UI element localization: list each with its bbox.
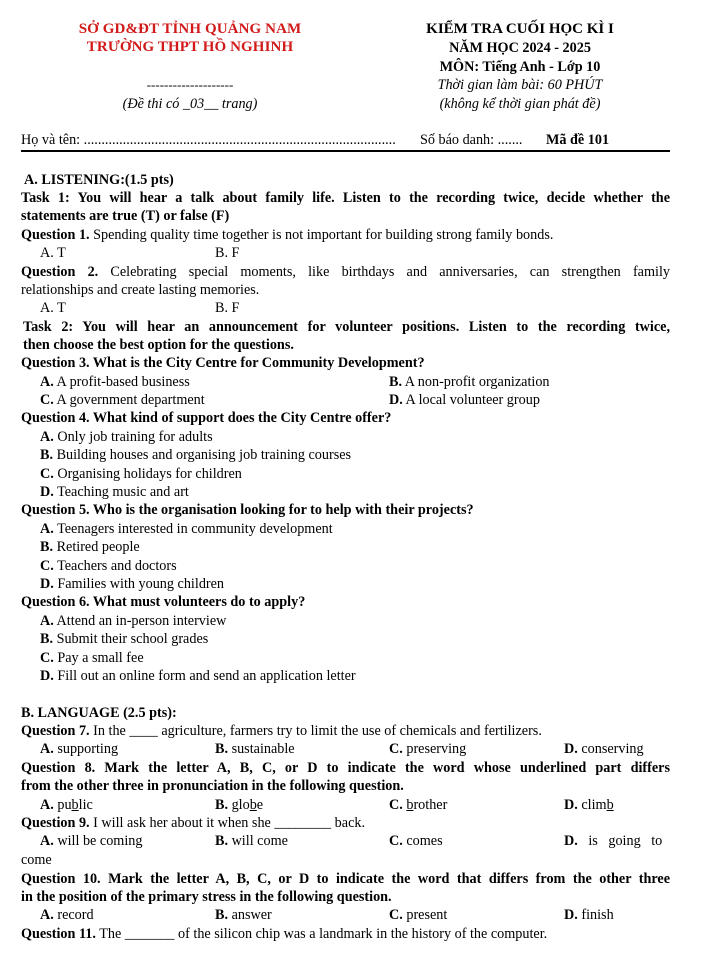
question-4-option-b[interactable] bbox=[40, 446, 351, 465]
question-7-option-a[interactable] bbox=[40, 740, 118, 759]
school-name: TRƯỜNG THPT HỒ NGHINH bbox=[86, 39, 294, 55]
question-3-option-b[interactable] bbox=[389, 373, 550, 392]
option-letter: C. bbox=[40, 466, 54, 482]
option-text-pre: clim bbox=[577, 797, 607, 813]
question-5-option-a[interactable] bbox=[40, 520, 333, 539]
option-letter: B. bbox=[389, 374, 403, 390]
option-text: Attend an in-person interview bbox=[53, 613, 227, 629]
student-name-field[interactable]: Họ và tên: ........................................................................................ bbox=[21, 132, 396, 148]
question-5: Question 5. Who is the organisation looking for to help with their projects? bbox=[21, 502, 474, 518]
time-allowed: Thời gian làm bài: 60 PHÚT bbox=[437, 77, 603, 93]
page-count-note bbox=[40, 95, 340, 114]
question-10-option-d[interactable] bbox=[564, 906, 614, 925]
question-9-option-a[interactable] bbox=[40, 832, 142, 851]
option-text-post: e bbox=[256, 797, 264, 813]
option-text: present bbox=[402, 907, 448, 923]
option-letter: B. bbox=[215, 797, 229, 813]
question-10-line2: in the position of the primary stress in the following question. bbox=[21, 889, 392, 905]
question-5-option-c[interactable] bbox=[40, 557, 177, 576]
question-1-label: Question 1. bbox=[21, 227, 90, 243]
question-7-label: Question 7. bbox=[21, 723, 90, 739]
task1-instruction-line1: Task 1: You will hear a talk about family life. Listen to the recording twice, decide whether the bbox=[21, 190, 670, 206]
option-text: Fill out an online form and send an application letter bbox=[53, 668, 356, 684]
question-11-pre: The bbox=[95, 926, 125, 942]
question-5-option-d[interactable] bbox=[40, 575, 224, 594]
option-text: Only job training for adults bbox=[53, 429, 213, 445]
language-heading: B. LANGUAGE (2.5 pts): bbox=[21, 705, 177, 721]
question-6: Question 6. What must volunteers do to apply? bbox=[21, 594, 306, 610]
question-8-line2: from the other three in pronunciation in the following question. bbox=[21, 778, 404, 794]
option-text: Building houses and organising job training courses bbox=[53, 447, 352, 463]
option-letter: B. bbox=[215, 741, 229, 757]
question-6-option-d[interactable] bbox=[40, 667, 356, 686]
option-letter: A. bbox=[40, 429, 54, 445]
question-4: Question 4. What kind of support does the City Centre offer? bbox=[21, 410, 392, 426]
question-7-option-c[interactable] bbox=[389, 740, 466, 759]
option-letter: A. bbox=[40, 907, 54, 923]
school-year: NĂM HỌC 2024 - 2025 bbox=[449, 40, 591, 56]
option-letter: D. bbox=[40, 576, 54, 592]
option-letter: B. bbox=[40, 447, 54, 463]
option-text: answer bbox=[228, 907, 272, 923]
question-4-option-d[interactable] bbox=[40, 483, 189, 502]
option-text: preserving bbox=[402, 741, 467, 757]
question-1-text: Spending quality time together is not important for building strong family bonds. bbox=[89, 227, 554, 243]
question-7-option-d[interactable] bbox=[564, 740, 644, 759]
page-count-post: trang) bbox=[218, 96, 258, 112]
option-letter: A. bbox=[40, 374, 54, 390]
question-4-option-c[interactable] bbox=[40, 465, 242, 484]
option-text: A local volunteer group bbox=[402, 392, 540, 408]
question-10-option-a[interactable] bbox=[40, 906, 94, 925]
question-6-option-c[interactable] bbox=[40, 649, 144, 668]
subject-line: MÔN: Tiếng Anh - Lớp 10 bbox=[439, 59, 601, 75]
question-11-post: of the silicon chip was a landmark in the history of the computer. bbox=[174, 926, 548, 942]
option-letter: B. bbox=[40, 631, 54, 647]
department-name: SỞ GD&ĐT TỈNH QUẢNG NAM bbox=[78, 21, 302, 37]
underlined-part: b bbox=[71, 797, 79, 813]
option-letter: C. bbox=[389, 907, 403, 923]
option-text: Organising holidays for children bbox=[53, 466, 242, 482]
option-letter: A. bbox=[40, 741, 54, 757]
task2-instruction-line2: then choose the best option for the questions. bbox=[23, 337, 294, 353]
option-letter: A. bbox=[40, 797, 54, 813]
underlined-part: b bbox=[606, 797, 614, 813]
option-text-post: lic bbox=[78, 797, 93, 813]
option-text: Pay a small fee bbox=[53, 650, 144, 666]
option-letter: A. bbox=[40, 521, 54, 537]
question-6-option-a[interactable] bbox=[40, 612, 226, 631]
listening-heading: A. LISTENING:(1.5 pts) bbox=[24, 172, 174, 188]
question-8-line1: Question 8. Mark the letter A, B, C, or D to indicate the word whose underlined part differs bbox=[21, 760, 670, 776]
option-text: comes bbox=[402, 833, 443, 849]
question-2-label: Question 2. bbox=[21, 264, 99, 280]
question-11 bbox=[21, 925, 547, 944]
option-text-pre: glo bbox=[228, 797, 250, 813]
question-3-option-a[interactable] bbox=[40, 373, 190, 392]
option-text: A profit-based business bbox=[53, 374, 190, 390]
option-letter: D. bbox=[40, 668, 54, 684]
task1-instruction-line2: statements are true (T) or false (F) bbox=[21, 208, 230, 224]
option-letter: D. bbox=[564, 833, 578, 849]
option-text: is going to bbox=[577, 833, 663, 849]
option-letter: D. bbox=[564, 741, 578, 757]
underlined-part: b bbox=[249, 797, 257, 813]
question-9-option-c[interactable] bbox=[389, 832, 443, 851]
option-letter: C. bbox=[389, 797, 403, 813]
option-text: supporting bbox=[53, 741, 119, 757]
option-letter: D. bbox=[564, 907, 578, 923]
question-1-option-b[interactable]: B. F bbox=[215, 245, 240, 261]
option-text: Families with young children bbox=[53, 576, 225, 592]
option-text: Teenagers interested in community development bbox=[53, 521, 333, 537]
question-11-blank: _______ bbox=[124, 926, 175, 942]
question-10-option-b[interactable] bbox=[215, 906, 272, 925]
question-2-option-a[interactable]: A. T bbox=[40, 300, 66, 316]
question-8-option-c[interactable] bbox=[389, 796, 447, 815]
option-letter: A. bbox=[40, 833, 54, 849]
option-letter: D. bbox=[564, 797, 578, 813]
question-5-option-b[interactable] bbox=[40, 538, 140, 557]
option-text: record bbox=[53, 907, 94, 923]
option-text-post: rother bbox=[413, 797, 448, 813]
option-letter: A. bbox=[40, 613, 54, 629]
option-letter: D. bbox=[389, 392, 403, 408]
option-text: A non-profit organization bbox=[402, 374, 550, 390]
question-9-option-d-wrap: come bbox=[21, 852, 52, 868]
question-7-blank: ____ bbox=[129, 723, 158, 739]
question-2-option-b[interactable]: B. F bbox=[215, 300, 240, 316]
option-text: sustainable bbox=[228, 741, 295, 757]
page-count-number: _03__ bbox=[182, 96, 219, 112]
option-letter: C. bbox=[40, 392, 54, 408]
page-count-pre: (Đề thi có bbox=[122, 96, 183, 112]
time-note: (không kể thời gian phát đề) bbox=[439, 96, 601, 112]
question-1-option-a[interactable]: A. T bbox=[40, 245, 66, 261]
option-text: Retired people bbox=[53, 539, 140, 555]
option-text: Teaching music and art bbox=[53, 484, 189, 500]
candidate-number-field[interactable]: Số báo danh: ....... bbox=[420, 132, 523, 148]
question-2-line2: relationships and create lasting memories. bbox=[21, 282, 260, 298]
question-9-option-d[interactable] bbox=[564, 832, 662, 851]
option-text: conserving bbox=[577, 741, 644, 757]
option-letter: C. bbox=[389, 833, 403, 849]
question-10-line1: Question 10. Mark the letter A, B, C, or D to indicate the word that differs from the other three bbox=[21, 871, 670, 887]
task2-instruction-line1: Task 2: You will hear an announcement for volunteer positions. Listen to the recording twice, bbox=[23, 319, 670, 335]
option-text-pre: pu bbox=[53, 797, 72, 813]
question-4-option-a[interactable] bbox=[40, 428, 213, 447]
option-text: Teachers and doctors bbox=[53, 558, 177, 574]
question-8-option-b[interactable] bbox=[215, 796, 263, 815]
question-7-post: agriculture, farmers try to limit the use of chemicals and fertilizers. bbox=[157, 723, 542, 739]
option-letter: B. bbox=[215, 833, 229, 849]
question-6-option-b[interactable] bbox=[40, 630, 208, 649]
question-11-label: Question 11. bbox=[21, 926, 96, 942]
option-letter: B. bbox=[40, 539, 54, 555]
option-text: will be coming bbox=[53, 833, 143, 849]
dash-separator: -------------------- bbox=[146, 77, 234, 92]
question-9-label: Question 9. bbox=[21, 815, 90, 831]
exam-title: KIỂM TRA CUỐI HỌC KÌ I bbox=[426, 21, 614, 37]
option-text: finish bbox=[577, 907, 614, 923]
option-letter: B. bbox=[215, 907, 229, 923]
option-letter: D. bbox=[40, 484, 54, 500]
header-divider bbox=[21, 150, 670, 152]
option-letter: C. bbox=[40, 558, 54, 574]
question-9-text: I will ask her about it when she ________ back. bbox=[89, 815, 366, 831]
question-8-option-a[interactable] bbox=[40, 796, 93, 815]
exam-code: Mã đề 101 bbox=[546, 132, 610, 148]
question-7-pre: In the bbox=[89, 723, 130, 739]
question-10-option-c[interactable] bbox=[389, 906, 447, 925]
option-letter: C. bbox=[40, 650, 54, 666]
question-9 bbox=[21, 814, 365, 833]
question-9-option-b[interactable] bbox=[215, 832, 288, 851]
question-3-option-d[interactable] bbox=[389, 391, 540, 410]
question-2-line1 bbox=[21, 263, 670, 282]
option-text: will come bbox=[228, 833, 288, 849]
question-3: Question 3. What is the City Centre for Community Development? bbox=[21, 355, 425, 371]
underlined-part: b bbox=[406, 797, 414, 813]
option-text: A government department bbox=[53, 392, 205, 408]
option-letter: C. bbox=[389, 741, 403, 757]
question-2-text: Celebrating special moments, like birthdays and anniversaries, can strengthen family bbox=[98, 264, 670, 280]
question-8-option-d[interactable] bbox=[564, 796, 614, 815]
question-3-option-c[interactable] bbox=[40, 391, 205, 410]
option-text: Submit their school grades bbox=[53, 631, 209, 647]
question-7-option-b[interactable] bbox=[215, 740, 295, 759]
question-1 bbox=[21, 226, 553, 245]
question-7 bbox=[21, 722, 542, 741]
